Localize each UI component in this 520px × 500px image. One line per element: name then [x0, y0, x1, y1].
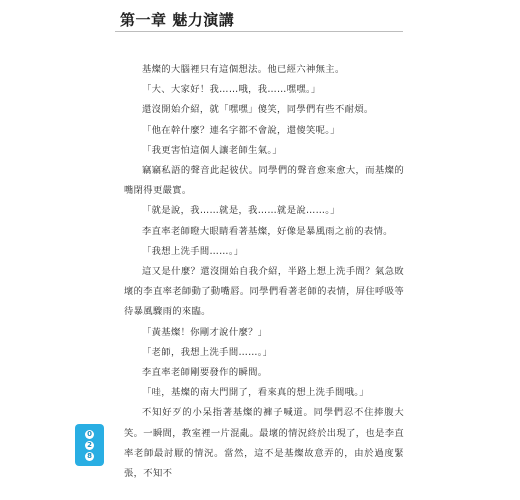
page-number-tab — [75, 424, 104, 466]
paragraph: 李直率老師瞪大眼睛看著基燦，好像是暴風雨之前的表情。 — [142, 225, 393, 237]
page-number-digit: 8 — [85, 452, 94, 461]
paragraph: 不知好歹的小呆指著基燦的褲子喊道。同學們忍不住捧腹大笑。一瞬間，教室裡一片混亂。最壞的情況終於出現了，也是李直率老師最討厭的情況。當然，這不是基燦故意弄的，由於過度緊張，不知不 — [124, 407, 404, 480]
chapter-title: 第一章 魅力演講 — [120, 11, 235, 29]
paragraph: 「他在幹什麼？連名字都不會說，還傻笑呢。」 — [142, 124, 340, 136]
paragraph: 「我想上洗手間……。」 — [142, 245, 244, 257]
header-divider — [115, 31, 403, 32]
paragraph: 「就是說，我……就是，我……就是說……。」 — [142, 205, 340, 217]
paragraph: 「哇，基燦的南大門開了，看來真的想上洗手間哦。」 — [142, 387, 369, 399]
page-number-digit: 0 — [85, 430, 94, 439]
paragraph: 竊竊私語的聲音此起彼伏。同學們的聲音愈來愈大，而基燦的嘴閉得更嚴實。 — [124, 165, 404, 197]
paragraph: 李直率老師剛要發作的瞬間。 — [142, 367, 268, 379]
paragraph: 還沒開始介紹，就「嘿嘿」傻笑，同學們有些不耐煩。 — [142, 104, 374, 116]
body-text — [124, 60, 404, 484]
page-number-digit: 2 — [85, 441, 94, 450]
paragraph: 「老師，我想上洗手間……。」 — [142, 346, 273, 358]
paragraph: 「我更害怕這個人讓老師生氣。」 — [142, 144, 283, 156]
paragraph: 這又是什麼？還沒開始自我介紹，半路上想上洗手間？氣急敗壞的李直率老師動了動嘴唇。同學們看著老師的表情，屏住呼吸等待暴風驟雨的來臨。 — [124, 266, 404, 318]
paragraph: 「大、大家好！我……哦，我……嘿嘿。」 — [142, 84, 321, 96]
paragraph: 「黃基燦！你剛才說什麼？」 — [142, 326, 268, 338]
paragraph: 基燦的大腦裡只有這個想法。他已經六神無主。 — [142, 64, 345, 75]
